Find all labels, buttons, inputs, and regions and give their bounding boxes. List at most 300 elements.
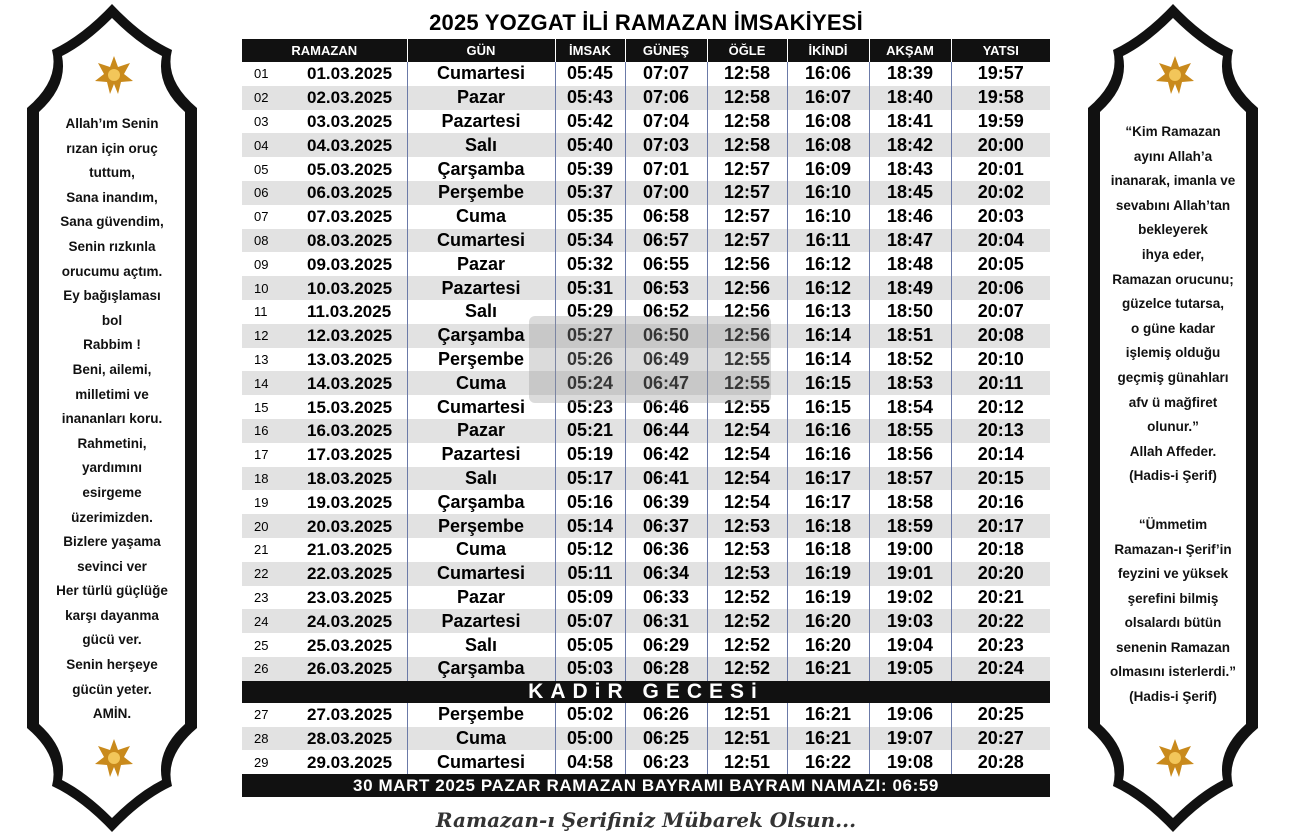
cell-no: 04 [242, 133, 297, 157]
cell-ogle: 12:58 [707, 133, 787, 157]
cell-yatsi: 19:57 [951, 62, 1050, 86]
cell-aksam: 19:03 [869, 609, 951, 633]
table-row [242, 276, 1050, 300]
cell-yatsi: 20:04 [951, 229, 1050, 253]
cell-ogle: 12:55 [707, 371, 787, 395]
cell-ikindi: 16:07 [787, 86, 869, 110]
panel-text-line: Bizlere yaşama [63, 534, 161, 550]
cell-ogle: 12:58 [707, 62, 787, 86]
cell-date: 01.03.2025 [297, 62, 407, 86]
star-ornament-icon [94, 55, 134, 95]
cell-date: 08.03.2025 [297, 229, 407, 253]
cell-aksam: 18:47 [869, 229, 951, 253]
cell-ogle: 12:56 [707, 300, 787, 324]
cell-aksam: 19:05 [869, 657, 951, 681]
cell-ikindi: 16:09 [787, 157, 869, 181]
cell-day: Cumartesi [407, 750, 555, 774]
panel-text-line: karşı dayanma [65, 607, 159, 623]
cell-no: 08 [242, 229, 297, 253]
cell-ogle: 12:52 [707, 657, 787, 681]
cell-date: 04.03.2025 [297, 133, 407, 157]
cell-no: 11 [242, 300, 297, 324]
cell-yatsi: 20:24 [951, 657, 1050, 681]
cell-day: Cumartesi [407, 229, 555, 253]
cell-date: 25.03.2025 [297, 633, 407, 657]
table-row [242, 633, 1050, 657]
cell-imsak: 05:00 [555, 727, 625, 751]
cell-gunes: 07:07 [625, 62, 707, 86]
table-row [242, 110, 1050, 134]
cell-gunes: 06:41 [625, 467, 707, 491]
cell-gunes: 06:49 [625, 348, 707, 372]
panel-text-line: Her türlü güçlüğe [56, 583, 168, 599]
panel-text-line: (Hadis-i Şerif) [1129, 468, 1217, 484]
cell-ikindi: 16:19 [787, 586, 869, 610]
cell-ogle: 12:54 [707, 490, 787, 514]
panel-text-line: Ramazan-ı Şerif’in [1114, 541, 1232, 557]
panel-text-line: Beni, ailemi, [72, 361, 152, 377]
header-yatsi: YATSI [951, 39, 1050, 62]
cell-day: Pazar [407, 86, 555, 110]
cell-date: 19.03.2025 [297, 490, 407, 514]
cell-no: 17 [242, 443, 297, 467]
table-row [242, 86, 1050, 110]
header-imsak: İMSAK [555, 39, 625, 62]
cell-no: 20 [242, 514, 297, 538]
cell-gunes: 06:36 [625, 538, 707, 562]
cell-gunes: 06:31 [625, 609, 707, 633]
cell-no: 15 [242, 395, 297, 419]
cell-day: Pazar [407, 252, 555, 276]
cell-imsak: 05:23 [555, 395, 625, 419]
cell-gunes: 06:50 [625, 324, 707, 348]
panel-text-line: sevinci ver [77, 558, 147, 574]
table-row [242, 703, 1050, 727]
cell-day: Salı [407, 133, 555, 157]
cell-imsak: 05:26 [555, 348, 625, 372]
cell-ikindi: 16:18 [787, 538, 869, 562]
cell-yatsi: 20:27 [951, 727, 1050, 751]
left-prayer-panel [22, 0, 202, 836]
cell-day: Pazartesi [407, 609, 555, 633]
cell-no: 06 [242, 181, 297, 205]
cell-imsak: 05:03 [555, 657, 625, 681]
table-row [242, 727, 1050, 751]
cell-gunes: 06:39 [625, 490, 707, 514]
cell-aksam: 19:00 [869, 538, 951, 562]
cell-day: Cuma [407, 371, 555, 395]
panel-text-line: güzelce tutarsa, [1121, 296, 1225, 312]
panel-text-line: ayını Allah’a [1133, 148, 1213, 164]
cell-ogle: 12:57 [707, 229, 787, 253]
panel-text-line: inanarak, imanla ve [1110, 173, 1236, 189]
cell-no: 29 [242, 750, 297, 774]
cell-ogle: 12:56 [707, 324, 787, 348]
cell-ikindi: 16:21 [787, 703, 869, 727]
cell-date: 18.03.2025 [297, 467, 407, 491]
cell-yatsi: 20:05 [951, 252, 1050, 276]
footer-greeting: Ramazan-ı Şerifiniz Mübarek Olsun... [435, 808, 857, 832]
cell-date: 24.03.2025 [297, 609, 407, 633]
panel-text-line: “Ümmetim [1138, 516, 1208, 532]
cell-yatsi: 20:22 [951, 609, 1050, 633]
cell-ikindi: 16:19 [787, 562, 869, 586]
table-row [242, 62, 1050, 86]
cell-aksam: 18:55 [869, 419, 951, 443]
header-ramazan: RAMAZAN [242, 39, 407, 62]
cell-date: 21.03.2025 [297, 538, 407, 562]
panel-text-line: rızan için oruç [66, 140, 158, 156]
cell-ogle: 12:58 [707, 110, 787, 134]
cell-no: 19 [242, 490, 297, 514]
header-gunes: GÜNEŞ [625, 39, 707, 62]
cell-no: 07 [242, 205, 297, 229]
cell-day: Çarşamba [407, 490, 555, 514]
cell-ikindi: 16:17 [787, 467, 869, 491]
panel-text-line: olunur.” [1147, 419, 1199, 435]
cell-day: Cumartesi [407, 62, 555, 86]
cell-gunes: 06:57 [625, 229, 707, 253]
table-row [242, 657, 1050, 681]
cell-date: 16.03.2025 [297, 419, 407, 443]
cell-aksam: 19:02 [869, 586, 951, 610]
cell-no: 01 [242, 62, 297, 86]
panel-text-line: sevabını Allah’tan [1115, 197, 1231, 213]
cell-yatsi: 20:14 [951, 443, 1050, 467]
cell-no: 22 [242, 562, 297, 586]
cell-ikindi: 16:18 [787, 514, 869, 538]
cell-aksam: 18:52 [869, 348, 951, 372]
panel-text-line: Rahmetini, [77, 435, 147, 451]
cell-gunes: 06:33 [625, 586, 707, 610]
panel-text-line: Senin herşeye [66, 657, 158, 673]
cell-yatsi: 20:07 [951, 300, 1050, 324]
cell-ogle: 12:52 [707, 633, 787, 657]
panel-text-line: Allah’ım Senin [65, 116, 159, 131]
panel-text-line: afv ü mağfiret [1128, 394, 1218, 410]
cell-yatsi: 20:25 [951, 703, 1050, 727]
cell-imsak: 05:07 [555, 609, 625, 633]
panel-text-line: gücün yeter. [72, 681, 152, 697]
cell-gunes: 06:23 [625, 750, 707, 774]
cell-date: 12.03.2025 [297, 324, 407, 348]
cell-imsak: 04:58 [555, 750, 625, 774]
cell-imsak: 05:34 [555, 229, 625, 253]
cell-no: 16 [242, 419, 297, 443]
panel-text-line: bol [101, 312, 123, 328]
cell-day: Pazartesi [407, 276, 555, 300]
panel-text-line: geçmiş günahları [1117, 369, 1229, 385]
cell-day: Cuma [407, 538, 555, 562]
header-gun: GÜN [407, 39, 555, 62]
panel-text-line: şerefini bilmiş [1127, 590, 1219, 606]
table-row [242, 490, 1050, 514]
cell-gunes: 06:44 [625, 419, 707, 443]
cell-imsak: 05:43 [555, 86, 625, 110]
cell-no: 27 [242, 703, 297, 727]
cell-imsak: 05:27 [555, 324, 625, 348]
cell-imsak: 05:11 [555, 562, 625, 586]
cell-day: Salı [407, 633, 555, 657]
bayram-row [242, 774, 1050, 797]
cell-ikindi: 16:08 [787, 133, 869, 157]
cell-yatsi: 20:08 [951, 324, 1050, 348]
panel-text-line: bekleyerek [1138, 222, 1208, 238]
panel-text-line: Allah Affeder. [1129, 443, 1217, 459]
cell-date: 07.03.2025 [297, 205, 407, 229]
cell-aksam: 18:54 [869, 395, 951, 419]
panel-text-line: üzerimizden. [71, 509, 153, 525]
cell-aksam: 18:53 [869, 371, 951, 395]
cell-gunes: 06:52 [625, 300, 707, 324]
panel-text-line: olsalardı bütün [1124, 615, 1222, 631]
cell-ikindi: 16:06 [787, 62, 869, 86]
cell-no: 10 [242, 276, 297, 300]
panel-text-line: işlemiş olduğu [1125, 345, 1221, 361]
cell-ogle: 12:55 [707, 348, 787, 372]
cell-aksam: 18:59 [869, 514, 951, 538]
cell-ogle: 12:57 [707, 205, 787, 229]
table-row [242, 157, 1050, 181]
header-aksam: AKŞAM [869, 39, 951, 62]
cell-imsak: 05:09 [555, 586, 625, 610]
cell-yatsi: 20:28 [951, 750, 1050, 774]
cell-imsak: 05:14 [555, 514, 625, 538]
cell-ikindi: 16:15 [787, 395, 869, 419]
cell-yatsi: 20:11 [951, 371, 1050, 395]
cell-aksam: 18:46 [869, 205, 951, 229]
panel-text-line: Sana güvendim, [60, 214, 164, 230]
panel-text-line: inananları koru. [61, 411, 163, 427]
cell-no: 12 [242, 324, 297, 348]
panel-text-line: o güne kadar [1130, 320, 1216, 336]
star-ornament-icon [1155, 55, 1195, 95]
page-title: 2025 YOZGAT İLİ RAMAZAN İMSAKİYESİ [429, 10, 863, 35]
cell-gunes: 07:03 [625, 133, 707, 157]
table-row [242, 395, 1050, 419]
cell-ogle: 12:53 [707, 514, 787, 538]
cell-yatsi: 19:59 [951, 110, 1050, 134]
panel-text-line: Rabbim ! [83, 337, 141, 353]
cell-ikindi: 16:22 [787, 750, 869, 774]
cell-ikindi: 16:11 [787, 229, 869, 253]
cell-imsak: 05:12 [555, 538, 625, 562]
table-row [242, 371, 1050, 395]
cell-imsak: 05:19 [555, 443, 625, 467]
panel-text-line: orucumu açtım. [61, 263, 163, 279]
cell-day: Pazar [407, 419, 555, 443]
panel-text-line: Ey bağışlaması [63, 288, 161, 304]
cell-gunes: 06:58 [625, 205, 707, 229]
cell-day: Cumartesi [407, 562, 555, 586]
cell-yatsi: 20:16 [951, 490, 1050, 514]
cell-gunes: 07:00 [625, 181, 707, 205]
cell-date: 28.03.2025 [297, 727, 407, 751]
cell-yatsi: 20:15 [951, 467, 1050, 491]
cell-ikindi: 16:15 [787, 371, 869, 395]
cell-date: 10.03.2025 [297, 276, 407, 300]
panel-text-line: esirgeme [82, 484, 142, 500]
cell-day: Perşembe [407, 348, 555, 372]
cell-yatsi: 20:12 [951, 395, 1050, 419]
cell-ogle: 12:55 [707, 395, 787, 419]
cell-aksam: 19:01 [869, 562, 951, 586]
cell-ikindi: 16:12 [787, 276, 869, 300]
table-row [242, 538, 1050, 562]
cell-aksam: 18:58 [869, 490, 951, 514]
cell-ogle: 12:53 [707, 562, 787, 586]
cell-date: 29.03.2025 [297, 750, 407, 774]
cell-date: 09.03.2025 [297, 252, 407, 276]
cell-day: Pazar [407, 586, 555, 610]
cell-date: 15.03.2025 [297, 395, 407, 419]
cell-aksam: 18:42 [869, 133, 951, 157]
cell-no: 18 [242, 467, 297, 491]
cell-ikindi: 16:21 [787, 657, 869, 681]
cell-imsak: 05:35 [555, 205, 625, 229]
cell-gunes: 06:37 [625, 514, 707, 538]
cell-day: Cumartesi [407, 395, 555, 419]
star-ornament-icon [94, 738, 134, 778]
table-row [242, 562, 1050, 586]
cell-no: 03 [242, 110, 297, 134]
cell-gunes: 06:25 [625, 727, 707, 751]
kadir-gecesi-label: KADiR GECESi [242, 681, 1050, 703]
cell-day: Pazartesi [407, 443, 555, 467]
table-row [242, 609, 1050, 633]
cell-day: Cuma [407, 727, 555, 751]
table-row [242, 348, 1050, 372]
table-row [242, 181, 1050, 205]
cell-ikindi: 16:08 [787, 110, 869, 134]
cell-date: 11.03.2025 [297, 300, 407, 324]
kadir-gecesi-row [242, 681, 1050, 703]
cell-date: 02.03.2025 [297, 86, 407, 110]
cell-date: 26.03.2025 [297, 657, 407, 681]
cell-no: 13 [242, 348, 297, 372]
cell-gunes: 06:29 [625, 633, 707, 657]
table-header [242, 39, 1050, 62]
cell-yatsi: 20:02 [951, 181, 1050, 205]
table-row [242, 467, 1050, 491]
cell-no: 05 [242, 157, 297, 181]
table-row [242, 750, 1050, 774]
panel-text-line: feyzini ve yüksek [1117, 566, 1229, 582]
cell-imsak: 05:37 [555, 181, 625, 205]
cell-day: Çarşamba [407, 657, 555, 681]
cell-ikindi: 16:16 [787, 419, 869, 443]
cell-no: 25 [242, 633, 297, 657]
cell-yatsi: 20:13 [951, 419, 1050, 443]
cell-imsak: 05:17 [555, 467, 625, 491]
cell-ikindi: 16:10 [787, 205, 869, 229]
cell-day: Salı [407, 300, 555, 324]
header-ogle: ÖĞLE [707, 39, 787, 62]
cell-date: 20.03.2025 [297, 514, 407, 538]
cell-ogle: 12:51 [707, 727, 787, 751]
cell-yatsi: 20:17 [951, 514, 1050, 538]
panel-text-line: senenin Ramazan [1115, 639, 1231, 655]
cell-day: Perşembe [407, 514, 555, 538]
cell-day: Perşembe [407, 703, 555, 727]
cell-gunes: 07:01 [625, 157, 707, 181]
cell-no: 14 [242, 371, 297, 395]
cell-imsak: 05:16 [555, 490, 625, 514]
cell-date: 14.03.2025 [297, 371, 407, 395]
cell-ikindi: 16:21 [787, 727, 869, 751]
imsakiye-table [242, 39, 1050, 797]
cell-aksam: 18:51 [869, 324, 951, 348]
cell-ikindi: 16:17 [787, 490, 869, 514]
cell-ikindi: 16:20 [787, 609, 869, 633]
cell-yatsi: 20:06 [951, 276, 1050, 300]
panel-text-line: “Kim Ramazan [1125, 124, 1221, 139]
table-row [242, 229, 1050, 253]
right-hadis-panel [1083, 0, 1263, 836]
cell-yatsi: 19:58 [951, 86, 1050, 110]
cell-gunes: 06:42 [625, 443, 707, 467]
cell-yatsi: 20:23 [951, 633, 1050, 657]
table-row [242, 514, 1050, 538]
cell-ogle: 12:52 [707, 609, 787, 633]
cell-gunes: 07:06 [625, 86, 707, 110]
cell-gunes: 07:04 [625, 110, 707, 134]
table-row [242, 133, 1050, 157]
panel-text-line: ihya eder, [1141, 246, 1205, 262]
cell-gunes: 06:55 [625, 252, 707, 276]
cell-ogle: 12:58 [707, 86, 787, 110]
cell-yatsi: 20:20 [951, 562, 1050, 586]
cell-aksam: 18:41 [869, 110, 951, 134]
cell-ikindi: 16:14 [787, 324, 869, 348]
cell-day: Çarşamba [407, 324, 555, 348]
cell-date: 13.03.2025 [297, 348, 407, 372]
cell-imsak: 05:39 [555, 157, 625, 181]
cell-no: 28 [242, 727, 297, 751]
table-row [242, 252, 1050, 276]
bayram-note: 30 MART 2025 PAZAR RAMAZAN BAYRAMI BAYRAM NAMAZI: 06:59 [242, 774, 1050, 797]
cell-ogle: 12:54 [707, 467, 787, 491]
table-row [242, 586, 1050, 610]
star-ornament-icon [1155, 738, 1195, 778]
cell-ogle: 12:52 [707, 586, 787, 610]
table-row [242, 324, 1050, 348]
cell-imsak: 05:24 [555, 371, 625, 395]
cell-ikindi: 16:12 [787, 252, 869, 276]
cell-ikindi: 16:14 [787, 348, 869, 372]
table-row [242, 443, 1050, 467]
cell-gunes: 06:53 [625, 276, 707, 300]
cell-yatsi: 20:03 [951, 205, 1050, 229]
cell-imsak: 05:40 [555, 133, 625, 157]
table-row [242, 205, 1050, 229]
cell-ogle: 12:56 [707, 276, 787, 300]
cell-yatsi: 20:21 [951, 586, 1050, 610]
cell-ikindi: 16:16 [787, 443, 869, 467]
cell-date: 27.03.2025 [297, 703, 407, 727]
cell-no: 24 [242, 609, 297, 633]
cell-gunes: 06:34 [625, 562, 707, 586]
cell-aksam: 18:57 [869, 467, 951, 491]
cell-gunes: 06:26 [625, 703, 707, 727]
cell-ogle: 12:54 [707, 443, 787, 467]
cell-no: 23 [242, 586, 297, 610]
cell-aksam: 18:56 [869, 443, 951, 467]
panel-text-line: (Hadis-i Şerif) [1129, 689, 1217, 705]
cell-ikindi: 16:13 [787, 300, 869, 324]
cell-gunes: 06:47 [625, 371, 707, 395]
panel-text-line: AMİN. [92, 706, 132, 722]
